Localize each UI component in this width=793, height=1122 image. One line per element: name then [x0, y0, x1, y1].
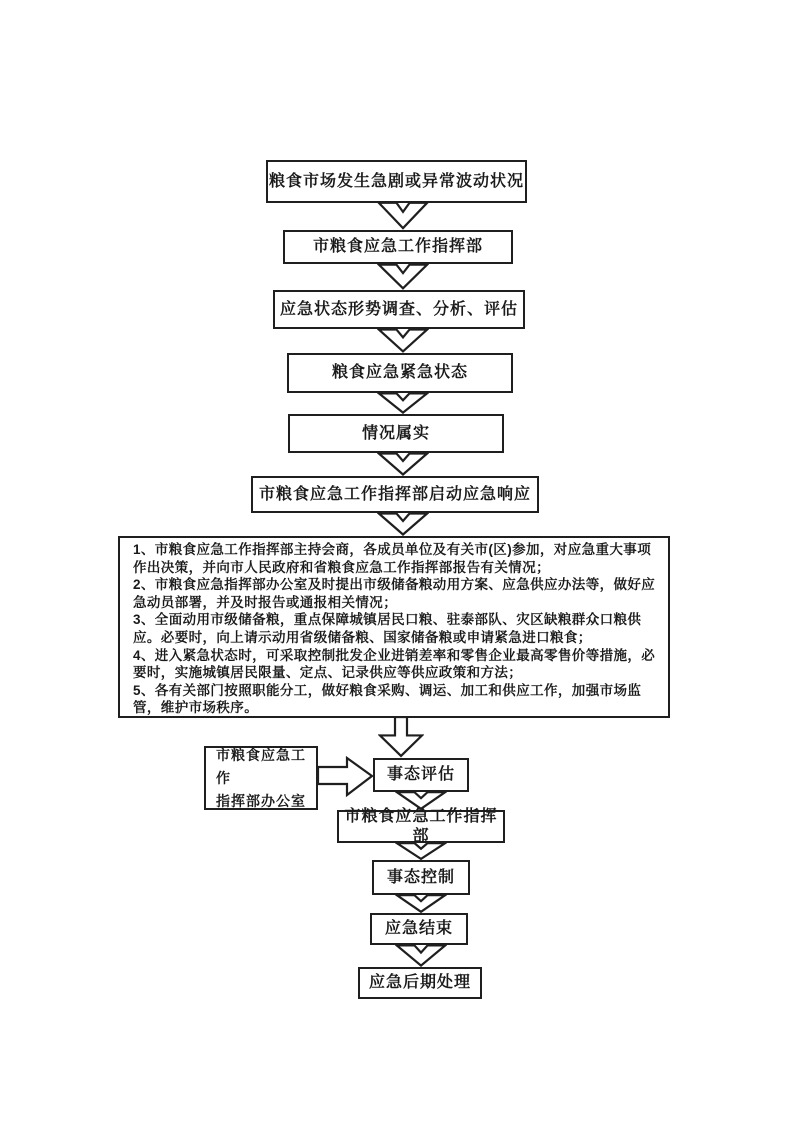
office-label-line1: 市粮食应急工作 — [216, 746, 306, 786]
down-arrow-icon — [395, 842, 447, 860]
measure-item-4: 4、进入紧急状态时，可采取控制批发企业进销差率和零售企业最高零售价等措施，必要时，实施城镇居民限量、定点、记录供应等供应政策和方法； — [133, 647, 656, 681]
down-arrow-icon — [377, 512, 429, 536]
office-label-line2: 指挥部办公室 — [216, 792, 306, 809]
flow-node-activate-response: 市粮食应急工作指挥部启动应急响应 — [251, 476, 539, 513]
flow-node-emergency-end: 应急结束 — [370, 913, 468, 945]
measure-item-3: 3、全面动用市级储备粮，重点保障城镇居民口粮、驻泰部队、灾区缺粮群众口粮供应。必要时，向上请示动用省级储备粮、国家储备粮或申请紧急进口粮食； — [133, 612, 642, 645]
measure-item-1: 1、市粮食应急工作指挥部主持会商，各成员单位及有关市(区)参加，对应急重大事项作出决策，并向市人民政府和省粮食应急工作指挥部报告有关情况； — [133, 542, 652, 575]
flow-node-situation-control: 事态控制 — [372, 860, 470, 895]
flow-node-situation-assessment: 事态评估 — [373, 758, 469, 792]
flow-node-headquarters: 市粮食应急工作指挥部 — [283, 230, 513, 264]
down-arrow-icon — [377, 263, 429, 290]
down-arrow-icon — [377, 452, 429, 476]
flow-node-headquarters-2: 市粮食应急工作指挥部 — [337, 810, 505, 843]
flow-node-investigation: 应急状态形势调查、分析、评估 — [273, 290, 525, 329]
down-arrow-icon — [377, 392, 429, 414]
flow-node-emergency-state: 粮食应急紧急状态 — [287, 353, 513, 393]
block-down-arrow-icon — [378, 717, 424, 758]
flow-node-hq-office — [204, 746, 318, 810]
right-arrow-icon — [317, 755, 374, 798]
flow-node-market-fluctuation: 粮食市场发生急剧或异常波动状况 — [266, 160, 527, 203]
down-arrow-icon — [395, 894, 447, 913]
flow-node-response-measures — [118, 536, 670, 718]
flow-node-post-emergency: 应急后期处理 — [358, 967, 482, 999]
down-arrow-icon — [377, 328, 429, 353]
measure-item-2: 2、市粮食应急指挥部办公室及时提出市级储备粮动用方案、应急供应办法等，做好应急动员部署，并及时报告或通报相关情况； — [133, 577, 656, 610]
down-arrow-icon — [377, 201, 429, 230]
flow-node-situation-verified: 情况属实 — [288, 414, 504, 453]
measure-item-5: 5、各有关部门按照职能分工，做好粮食采购、调运、加工和供应工作，加强市场监管，维护市场秩序。 — [133, 682, 642, 716]
down-arrow-icon — [395, 944, 447, 967]
